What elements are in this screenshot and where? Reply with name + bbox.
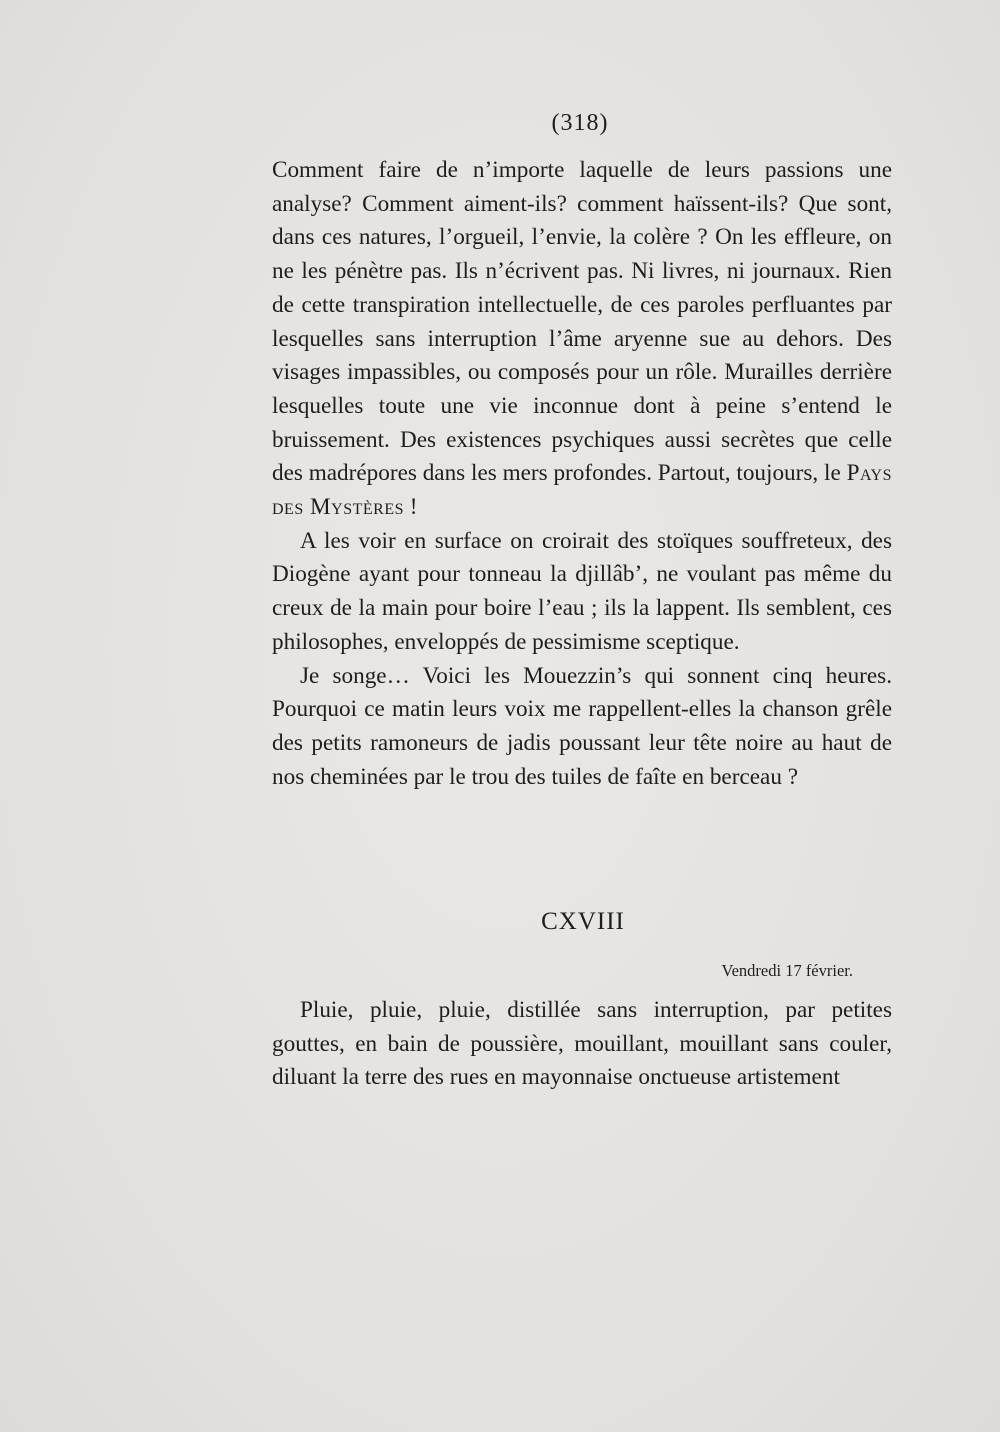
chapter-dateline: Vendredi 17 février.: [721, 961, 853, 980]
paragraph-passions: [272, 154, 892, 525]
body-text-before-chapter: [272, 154, 892, 794]
chapter-heading: CXVIII: [541, 908, 625, 935]
paragraph-mouezzins: Je songe… Voici les Mouezzin’s qui sonnent cinq heures. Pourquoi ce matin leurs voix me rappellent-elles la chanson grêle des petits ramoneurs de jadis poussant leur tête noire au haut de nos cheminées par le trou des tuiles de faîte en berceau ?: [272, 662, 892, 790]
paragraph-pluie: Pluie, pluie, pluie, distillée sans interruption, par petites gouttes, en bain de poussière, mouillant, mouillant sans couler, diluant la terre des rues en mayonnaise onctueuse artistement: [272, 997, 892, 1091]
paragraph-passions-text: Comment faire de n’importe laquelle de leurs passions une analyse? Comment aiment-ils? comment haïssent-ils? Que sont, dans ces natures, l’orgueil, l’envie, la colère ? On les effleure, on ne les pénètre pas. Ils n’écrivent pas. Ni livres, ni journaux. Rien de cette transpiration intellectuelle, de ces paroles perfluantes par lesquelles sans interruption l’âme aryenne sue au dehors. Des visages impassibles, ou composés pour un rôle. Murailles derrière lesquelles toute une vie inconnue dont à peine s’entend le bruissement. Des existences psychiques aussi secrètes que celle des madrépores dans les mers profondes. Partout, toujours, le: [272, 157, 892, 487]
page-number: (318): [551, 110, 609, 136]
paragraph-stoiques: A les voir en surface on croirait des stoïques souffreteux, des Diogène ayant pour tonneau la djillâb’, ne voulant pas même du creux de la main pour boire l’eau ; ils la lappent. Ils semblent, ces philosophes, enveloppés de pessimisme sceptique.: [272, 527, 892, 655]
paragraph-passions-end: !: [404, 494, 418, 521]
body-text-after-chapter: [272, 994, 892, 1095]
pays-des-mysteres-small-caps: Pays des Mystères: [272, 460, 892, 521]
